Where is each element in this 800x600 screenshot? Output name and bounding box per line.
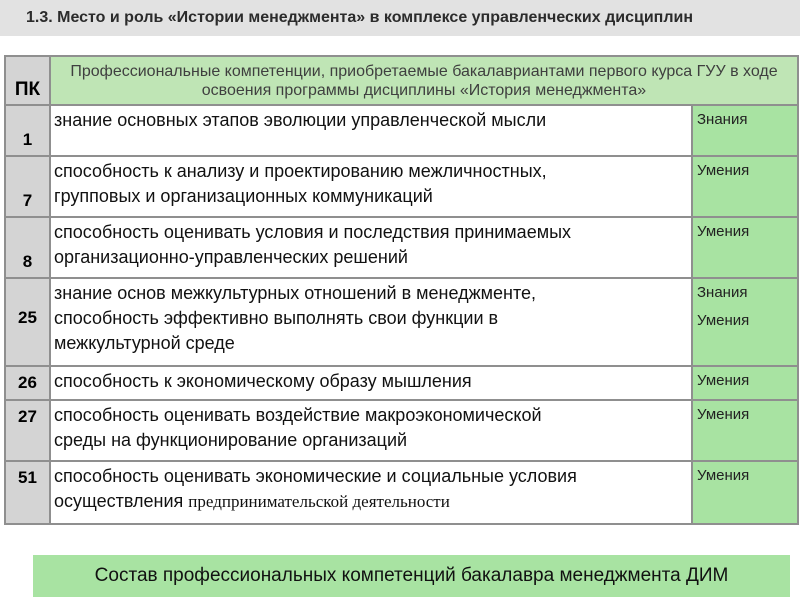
title-bar bbox=[0, 0, 800, 36]
description-line: знание основных этапов эволюции управленческой мысли bbox=[54, 110, 547, 130]
competency-description bbox=[50, 461, 692, 523]
competency-number: 8 bbox=[6, 217, 50, 278]
competency-number: 26 bbox=[6, 366, 50, 400]
competency-description bbox=[50, 366, 692, 400]
table-row bbox=[6, 366, 797, 400]
type-label: Знания bbox=[696, 284, 748, 301]
slide-title: 1.3. Место и роль «Истории менеджмента» в комплексе управленческих дисциплин bbox=[26, 9, 693, 26]
competency-description bbox=[50, 400, 692, 461]
competency-type bbox=[692, 278, 797, 366]
description-line bbox=[54, 489, 689, 514]
description-line: способность оценивать экономические и социальные условия bbox=[54, 466, 577, 486]
header-description: Профессиональные компетенции, приобретаемые бакалавриантами первого курса ГУУ в ходе освоения программы дисциплины «История менеджмента» bbox=[50, 57, 797, 105]
table-row bbox=[6, 278, 797, 366]
description-line: способность оценивать воздействие макроэкономической bbox=[54, 405, 542, 425]
description-line-start: осуществления bbox=[54, 491, 184, 511]
description-line-tail: предпринимательской деятельности bbox=[188, 492, 450, 511]
competency-description bbox=[50, 105, 692, 156]
type-label: Умения bbox=[696, 467, 750, 484]
description-line: межкультурной среде bbox=[54, 333, 235, 353]
description-line: способность к анализу и проектированию межличностных, bbox=[54, 161, 547, 181]
table-row bbox=[6, 461, 797, 523]
description-line: среды на функционирование организаций bbox=[54, 430, 408, 450]
competency-number: 1 bbox=[6, 105, 50, 156]
competency-type bbox=[692, 400, 797, 461]
competency-type bbox=[692, 105, 797, 156]
competency-number: 7 bbox=[6, 156, 50, 217]
description-line: организационно-управленческих решений bbox=[54, 247, 408, 267]
competency-number: 25 bbox=[6, 278, 50, 366]
table-row bbox=[6, 156, 797, 217]
description-line: способность к экономическому образу мышления bbox=[54, 371, 472, 391]
competency-description bbox=[50, 156, 692, 217]
competency-type bbox=[692, 366, 797, 400]
header-num: ПК bbox=[6, 57, 50, 105]
description-line: групповых и организационных коммуникаций bbox=[54, 186, 433, 206]
footer-caption-box bbox=[33, 555, 790, 597]
competency-type bbox=[692, 156, 797, 217]
description-line: способность оценивать условия и последствия принимаемых bbox=[54, 222, 572, 242]
competencies-table bbox=[6, 57, 797, 523]
table-header-row bbox=[6, 57, 797, 105]
type-label: Умения bbox=[696, 162, 750, 179]
competency-description bbox=[50, 278, 692, 366]
table-row bbox=[6, 400, 797, 461]
description-line: способность эффективно выполнять свои функции в bbox=[54, 308, 499, 328]
competency-type bbox=[692, 217, 797, 278]
type-label: Умения bbox=[696, 223, 750, 240]
table-row bbox=[6, 105, 797, 156]
competency-description bbox=[50, 217, 692, 278]
table-row bbox=[6, 217, 797, 278]
competencies-table-container bbox=[4, 55, 799, 525]
type-label: Умения bbox=[696, 372, 750, 389]
type-label: Умения bbox=[696, 312, 750, 329]
type-label: Знания bbox=[696, 111, 748, 128]
type-label: Умения bbox=[696, 406, 750, 423]
competency-number: 27 bbox=[6, 400, 50, 461]
description-line: знание основ межкультурных отношений в менеджменте, bbox=[54, 283, 536, 303]
footer-caption: Состав профессиональных компетенций бакалавра менеджмента ДИМ bbox=[94, 565, 729, 586]
competency-number: 51 bbox=[6, 461, 50, 523]
competency-type bbox=[692, 461, 797, 523]
